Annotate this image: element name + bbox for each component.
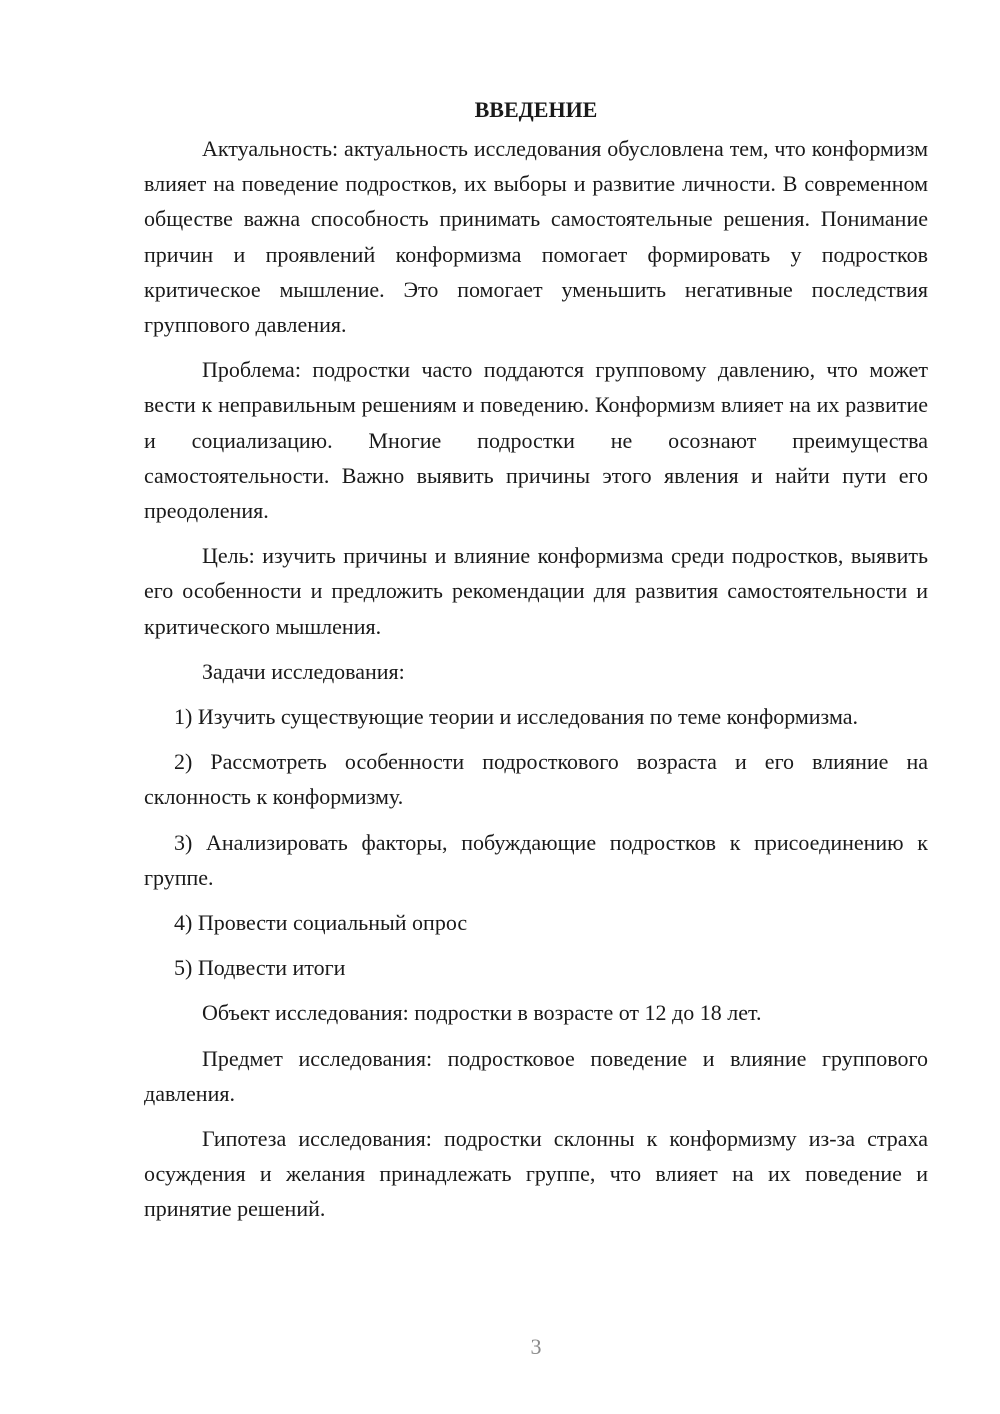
body-paragraph: Гипотеза исследования: подростки склонны к конформизму из-за страха осуждения и желания принадлежать группе, что влияет на их поведение и принятие решений. xyxy=(144,1126,928,1222)
body-paragraph: Задачи исследования: xyxy=(202,658,405,684)
body-paragraph: Проблема: подростки часто поддаются групповому давлению, что может вести к неправильным решениям и поведению. Конформизм влияет на их развитие и социализацию. Многие подростки не осознают преимущества самостоятельности. Важно выявить причины этого явления и найти пути его преодоления. xyxy=(144,357,928,524)
list-item: 4) Провести социальный опрос xyxy=(174,910,468,936)
list-item: 1) Изучить существующие теории и исследования по теме конформизма. xyxy=(174,704,858,730)
section-heading: ВВЕДЕНИЕ xyxy=(474,97,598,122)
list-item: 2) Рассмотреть особенности подросткового возраста и его влияние на склонность к конформизму. xyxy=(144,749,928,810)
body-paragraph: Актуальность: актуальность исследования обусловлена тем, что конформизм влияет на поведение подростков, их выборы и развитие личности. В современном обществе важна способность принимать самостоятельные решения. Понимание причин и проявлений конформизма помогает формировать у подростков критическое мышление. Это помогает уменьшить негативные последствия группового давления. xyxy=(144,136,928,338)
body-paragraph: Цель: изучить причины и влияние конформизма среди подростков, выявить его особенности и предложить рекомендации для развития самостоятельности и критического мышления. xyxy=(144,543,928,639)
list-item: 3) Анализировать факторы, побуждающие подростков к присоединению к группе. xyxy=(144,829,928,890)
page-content xyxy=(144,92,928,1237)
list-item: 5) Подвести итоги xyxy=(174,955,346,981)
page-number: 3 xyxy=(530,1334,542,1359)
paragraph-list xyxy=(144,131,928,1227)
body-paragraph: Предмет исследования: подростковое поведение и влияние группового давления. xyxy=(144,1045,928,1106)
body-paragraph: Объект исследования: подростки в возрасте от 12 до 18 лет. xyxy=(202,1000,762,1026)
